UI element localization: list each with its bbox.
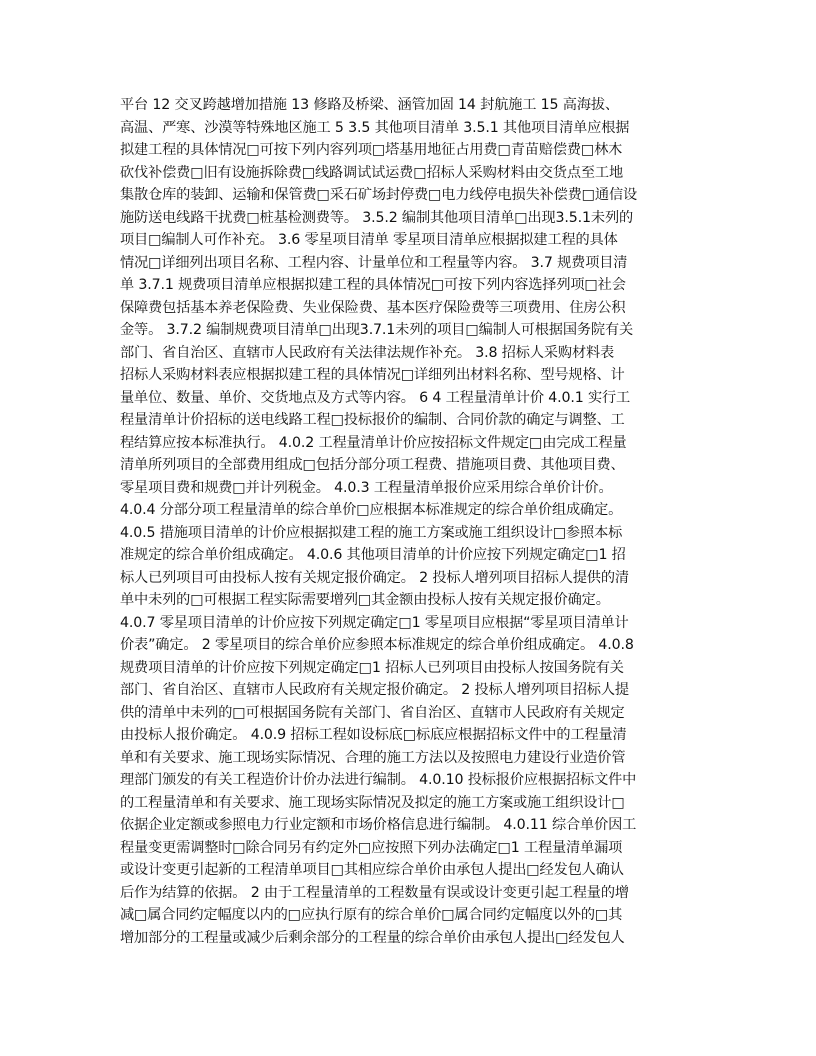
text-line: 增加部分的工程量或减少后剩余部分的工程量的综合单价由承包人提出□经发包人 [120,929,625,946]
text-line: 平台 12 交叉跨越增加措施 13 修路及桥梁、涵管加固 14 封航施工 15 高海拔、 [120,97,619,113]
body-text [120,94,698,949]
text-line: 后作为结算的依据。 2 由于工程量清单的工程数量有误或设计变更引起工程量的增 [120,884,629,901]
text-line: 零星项目费和规费□并计列税金。 4.0.3 工程量清单报价应采用综合单价计价。 [120,479,613,496]
text-line: 量单位、数量、单价、交货地点及方式等内容。 6 4 工程量清单计价 4.0.1 实行工 [120,389,631,406]
text-line: 情况□详细列出项目名称、工程内容、计量单位和工程量等内容。 3.7 规费项目清 [120,254,628,271]
text-line: 单中未列的□可根据工程实际需要增列□其金额由投标人按有关规定报价确定。 [120,592,610,608]
text-line: 集散仓库的装卸、运输和保管费□采石矿场封停费□电力线停电损失补偿费□通信设 [120,187,638,203]
text-line: 招标人采购材料表应根据拟建工程的具体情况□详细列出材料名称、型号规格、计 [120,367,625,383]
text-line: 规费项目清单的计价应按下列规定确定□1 招标人已列项目由投标人按国务院有关 [120,659,624,676]
text-line: 部门、省自治区、直辖市人民政府有关法律法规作补充。 3.8 招标人采购材料表 [120,344,615,361]
text-line: 单和有关要求、施工现场实际情况、合理的施工方法以及按照电力建设行业造价管 [120,749,626,766]
text-line: 高温、严寒、沙漠等特殊地区施工 5 3.5 其他项目清单 3.5.1 其他项目清单应根据 [120,119,630,136]
text-line: 4.0.4 分部分项工程量清单的综合单价□应根据本标准规定的综合单价组成确定。 [120,502,623,518]
text-line: 保障费包括基本养老保险费、失业保险费、基本医疗保险费等三项费用、住房公积 [120,299,626,316]
text-line: 减□属合同约定幅度以内的□应执行原有的综合单价□属合同约定幅度以外的□其 [120,907,623,923]
text-line: 金等。 3.7.2 编制规费项目清单□出现3.7.1未列的项目□编制人可根据国务院有关 [120,322,634,338]
text-line: 程结算应按本标准执行。 4.0.2 工程量清单计价应按招标文件规定□由完成工程量 [120,434,627,451]
text-line: 程量清单计价招标的送电线路工程□投标报价的编制、合同价款的确定与调整、工 [120,412,625,428]
text-line: 4.0.7 零星项目清单的计价应按下列规定确定□1 零星项目应根据“零星项目清单计 [120,614,629,631]
text-line: 程量变更需调整时□除合同另有约定外□应按照下列办法确定□1 工程量清单漏项 [120,839,623,856]
text-line: 依据企业定额或参照电力行业定额和市场价格信息进行编制。 4.0.11 综合单价因工 [120,817,637,833]
text-line: 施防送电线路干扰费□桩基检测费等。 3.5.2 编制其他项目清单□出现3.5.1未列的 [120,209,634,226]
text-line: 项目□编制人可作补充。 3.6 零星项目清单 零星项目清单应根据拟建工程的具体 [120,232,618,248]
text-line: 4.0.5 措施项目清单的计价应根据拟建工程的施工方案或施工组织设计□参照本标 [120,524,623,541]
text-line: 砍伐补偿费□旧有设施拆除费□线路调试试运费□招标人采购材料由交货点至工地 [120,164,624,181]
text-line: 由投标人报价确定。 4.0.9 招标工程如设标底□标底应根据招标文件中的工程量清 [120,727,627,743]
text-line: 部门、省自治区、直辖市人民政府有关规定报价确定。 2 投标人增列项目招标人提 [120,682,629,698]
text-line: 准规定的综合单价组成确定。 4.0.6 其他项目清单的计价应按下列规定确定□1 招 [120,547,626,563]
text-line: 理部门颁发的有关工程造价计价办法进行编制。 4.0.10 投标报价应根据招标文件中 [120,772,637,788]
text-line: 或设计变更引起新的工程清单项目□其相应综合单价由承包人提出□经发包人确认 [120,862,624,878]
text-line: 供的清单中未列的□可根据国务院有关部门、省自治区、直辖市人民政府有关规定 [120,704,625,721]
text-line: 标人已列项目可由投标人按有关规定报价确定。 2 投标人增列项目招标人提供的清 [120,569,629,586]
text-line: 单 3.7.1 规费项目清单应根据拟建工程的具体情况□可按下列内容选择列项□社会 [120,277,626,293]
text-line: 的工程量清单和有关要求、施工现场实际情况及拟定的施工方案或施工组织设计□ [120,794,625,811]
text-line: 拟建工程的具体情况□可按下列内容列项□塔基用地征占用费□青苗赔偿费□林木 [120,142,623,158]
text-line: 清单所列项目的全部费用组成□包括分部分项工程费、措施项目费、其他项目费、 [120,457,625,473]
text-line: 价表”确定。 2 零星项目的综合单价应参照本标准规定的综合单价组成确定。 4.0.8 [120,637,634,653]
